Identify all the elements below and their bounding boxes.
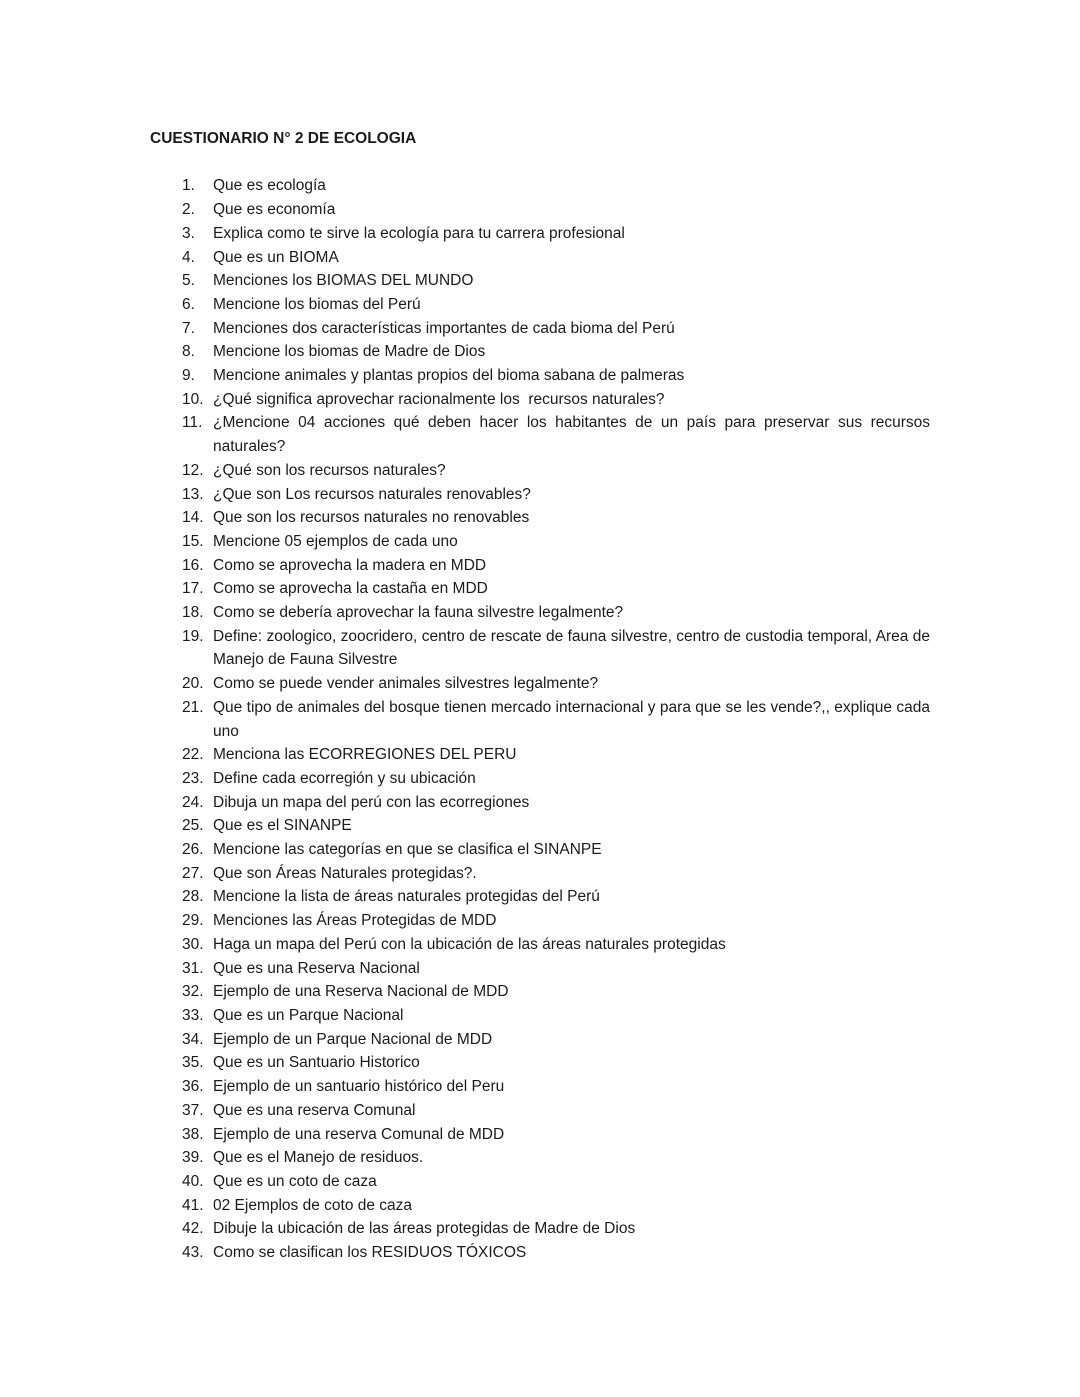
question-number: 39. — [182, 1149, 204, 1167]
question-text: Que es economía — [213, 201, 336, 219]
question-text: Ejemplo de una Reserva Nacional de MDD — [213, 983, 509, 1001]
question-text: ¿Mencione 04 acciones qué deben hacer los habitantes de un país para preservar sus recursos naturales? — [213, 414, 935, 456]
question-item — [150, 1004, 930, 1028]
question-number: 38. — [182, 1125, 204, 1143]
question-item — [150, 1146, 930, 1170]
question-text: Define: zoologico, zoocridero, centro de rescate de fauna silvestre, centro de custodia temporal, Area de Manejo de Fauna Silvestre — [213, 627, 935, 669]
question-number: 9. — [182, 367, 195, 385]
question-number: 17. — [182, 580, 204, 598]
question-text: Dibuje la ubicación de las áreas protegidas de Madre de Dios — [213, 1220, 636, 1238]
question-number: 24. — [182, 793, 204, 811]
question-text: Que es una reserva Comunal — [213, 1101, 416, 1119]
question-number: 22. — [182, 746, 204, 764]
question-item — [150, 1028, 930, 1052]
question-item — [150, 980, 930, 1004]
question-item — [150, 696, 935, 743]
question-number: 3. — [182, 224, 195, 242]
question-number: 5. — [182, 272, 195, 290]
question-number: 1. — [182, 177, 195, 195]
question-number: 23. — [182, 769, 204, 787]
question-item — [150, 767, 930, 791]
question-text: Que es el SINANPE — [213, 817, 352, 835]
question-number: 6. — [182, 295, 195, 313]
question-text: Que es ecología — [213, 177, 326, 195]
question-text: Que son los recursos naturales no renovables — [213, 509, 530, 527]
question-number: 33. — [182, 1007, 204, 1024]
question-number: 4. — [182, 248, 195, 266]
question-item — [150, 791, 930, 815]
question-item — [150, 388, 930, 412]
question-text: Menciones dos características importantes de cada bioma del Perú — [213, 319, 675, 337]
question-item — [150, 364, 930, 388]
question-item — [150, 957, 930, 981]
question-item — [150, 530, 930, 554]
question-number: 15. — [182, 532, 204, 550]
question-number: 31. — [182, 959, 204, 977]
question-text: Haga un mapa del Perú con la ubicación de las áreas naturales protegidas — [213, 935, 726, 953]
question-number: 30. — [182, 935, 204, 953]
question-item — [150, 1123, 930, 1147]
question-number: 35. — [182, 1054, 204, 1072]
question-number: 16. — [182, 556, 204, 574]
question-text: Como se clasifican los RESIDUOS TÓXICOS — [213, 1244, 527, 1262]
question-number: 13. — [182, 485, 204, 503]
question-item — [150, 933, 930, 957]
question-list — [150, 174, 935, 1264]
question-number: 36. — [182, 1078, 204, 1096]
question-item — [150, 814, 930, 838]
question-text: Como se debería aprovechar la fauna silvestre legalmente? — [213, 604, 624, 622]
question-item — [150, 198, 930, 222]
question-item — [150, 601, 930, 625]
question-item — [150, 483, 930, 507]
question-text: Como se aprovecha la madera en MDD — [213, 556, 487, 574]
question-text: Menciones las Áreas Protegidas de MDD — [213, 912, 497, 930]
question-text: Como se puede vender animales silvestres legalmente? — [213, 675, 599, 693]
question-text: Mencione los biomas del Perú — [213, 295, 421, 313]
question-number: 20. — [182, 675, 204, 693]
question-text: Define cada ecorregión y su ubicación — [213, 769, 476, 787]
question-number: 42. — [182, 1220, 204, 1238]
question-number: 37. — [182, 1101, 204, 1119]
question-text: Dibuja un mapa del perú con las ecorregiones — [213, 793, 530, 811]
question-item — [150, 317, 930, 341]
question-text: Que es una Reserva Nacional — [213, 959, 420, 977]
question-item — [150, 340, 930, 364]
question-text: Ejemplo de una reserva Comunal de MDD — [213, 1125, 505, 1143]
question-item — [150, 269, 930, 293]
question-item — [150, 1194, 930, 1218]
question-text: ¿Que son Los recursos naturales renovables? — [213, 485, 531, 503]
question-number: 40. — [182, 1172, 204, 1190]
question-text: ¿Qué son los recursos naturales? — [213, 461, 446, 479]
question-item — [150, 554, 930, 578]
question-text: Mencione 05 ejemplos de cada uno — [213, 532, 458, 550]
question-text: Que tipo de animales del bosque tienen mercado internacional y para que se les vende?,, explique cada uno — [213, 698, 935, 740]
question-item — [150, 174, 930, 198]
question-item — [150, 293, 930, 317]
question-number: 32. — [182, 983, 204, 1001]
question-item — [150, 1099, 930, 1123]
question-item — [150, 1075, 930, 1099]
question-number: 7. — [182, 319, 195, 337]
question-text: Que es un BIOMA — [213, 248, 339, 266]
question-number: 11. — [182, 414, 203, 432]
question-item — [150, 1051, 930, 1075]
question-number: 27. — [182, 864, 204, 882]
question-item — [150, 1241, 930, 1265]
question-text: Que es un coto de caza — [213, 1172, 377, 1190]
question-item — [150, 1217, 930, 1241]
question-text: Que es el Manejo de residuos. — [213, 1149, 424, 1167]
question-item — [150, 459, 930, 483]
question-number: 14. — [182, 509, 204, 527]
question-number: 29. — [182, 912, 204, 930]
question-number: 2. — [182, 201, 195, 219]
question-item — [150, 1170, 930, 1194]
question-item — [150, 411, 935, 458]
question-item — [150, 838, 930, 862]
question-number: 19. — [182, 627, 204, 645]
question-text: Como se aprovecha la castaña en MDD — [213, 580, 488, 598]
question-item — [150, 246, 930, 270]
question-number: 18. — [182, 604, 204, 622]
question-text: 02 Ejemplos de coto de caza — [213, 1196, 413, 1214]
question-text: Que es un Santuario Historico — [213, 1054, 420, 1072]
question-number: 8. — [182, 343, 195, 361]
question-item — [150, 577, 930, 601]
question-item — [150, 885, 930, 909]
page-title: CUESTIONARIO N° 2 DE ECOLOGIA — [150, 130, 417, 147]
question-item — [150, 909, 930, 933]
question-item — [150, 625, 935, 672]
question-item — [150, 222, 930, 246]
question-number: 10. — [182, 390, 204, 408]
question-item — [150, 743, 930, 767]
question-text: Menciona las ECORREGIONES DEL PERU — [213, 746, 517, 764]
question-text: Ejemplo de un Parque Nacional de MDD — [213, 1030, 493, 1048]
question-number: 41. — [182, 1196, 204, 1214]
question-number: 25. — [182, 817, 204, 835]
question-item — [150, 506, 930, 530]
question-number: 21. — [182, 698, 204, 716]
question-text: Mencione las categorías en que se clasifica el SINANPE — [213, 841, 602, 859]
question-text: Ejemplo de un santuario histórico del Peru — [213, 1078, 505, 1096]
question-number: 26. — [182, 841, 204, 859]
question-text: Que son Áreas Naturales protegidas?. — [213, 864, 477, 882]
question-text: Mencione animales y plantas propios del bioma sabana de palmeras — [213, 367, 685, 385]
question-item — [150, 862, 930, 886]
question-number: 34. — [182, 1030, 204, 1048]
question-text: Menciones los BIOMAS DEL MUNDO — [213, 272, 474, 290]
question-number: 12. — [182, 461, 204, 479]
question-text: Mencione los biomas de Madre de Dios — [213, 343, 486, 361]
question-text: Explica como te sirve la ecología para tu carrera profesional — [213, 224, 625, 242]
question-text: Que es un Parque Nacional — [213, 1007, 404, 1024]
question-number: 28. — [182, 888, 204, 906]
question-number: 43. — [182, 1244, 204, 1262]
question-text: Mencione la lista de áreas naturales protegidas del Perú — [213, 888, 600, 906]
question-item — [150, 672, 930, 696]
question-text: ¿Qué significa aprovechar racionalmente los recursos naturales? — [213, 390, 665, 408]
